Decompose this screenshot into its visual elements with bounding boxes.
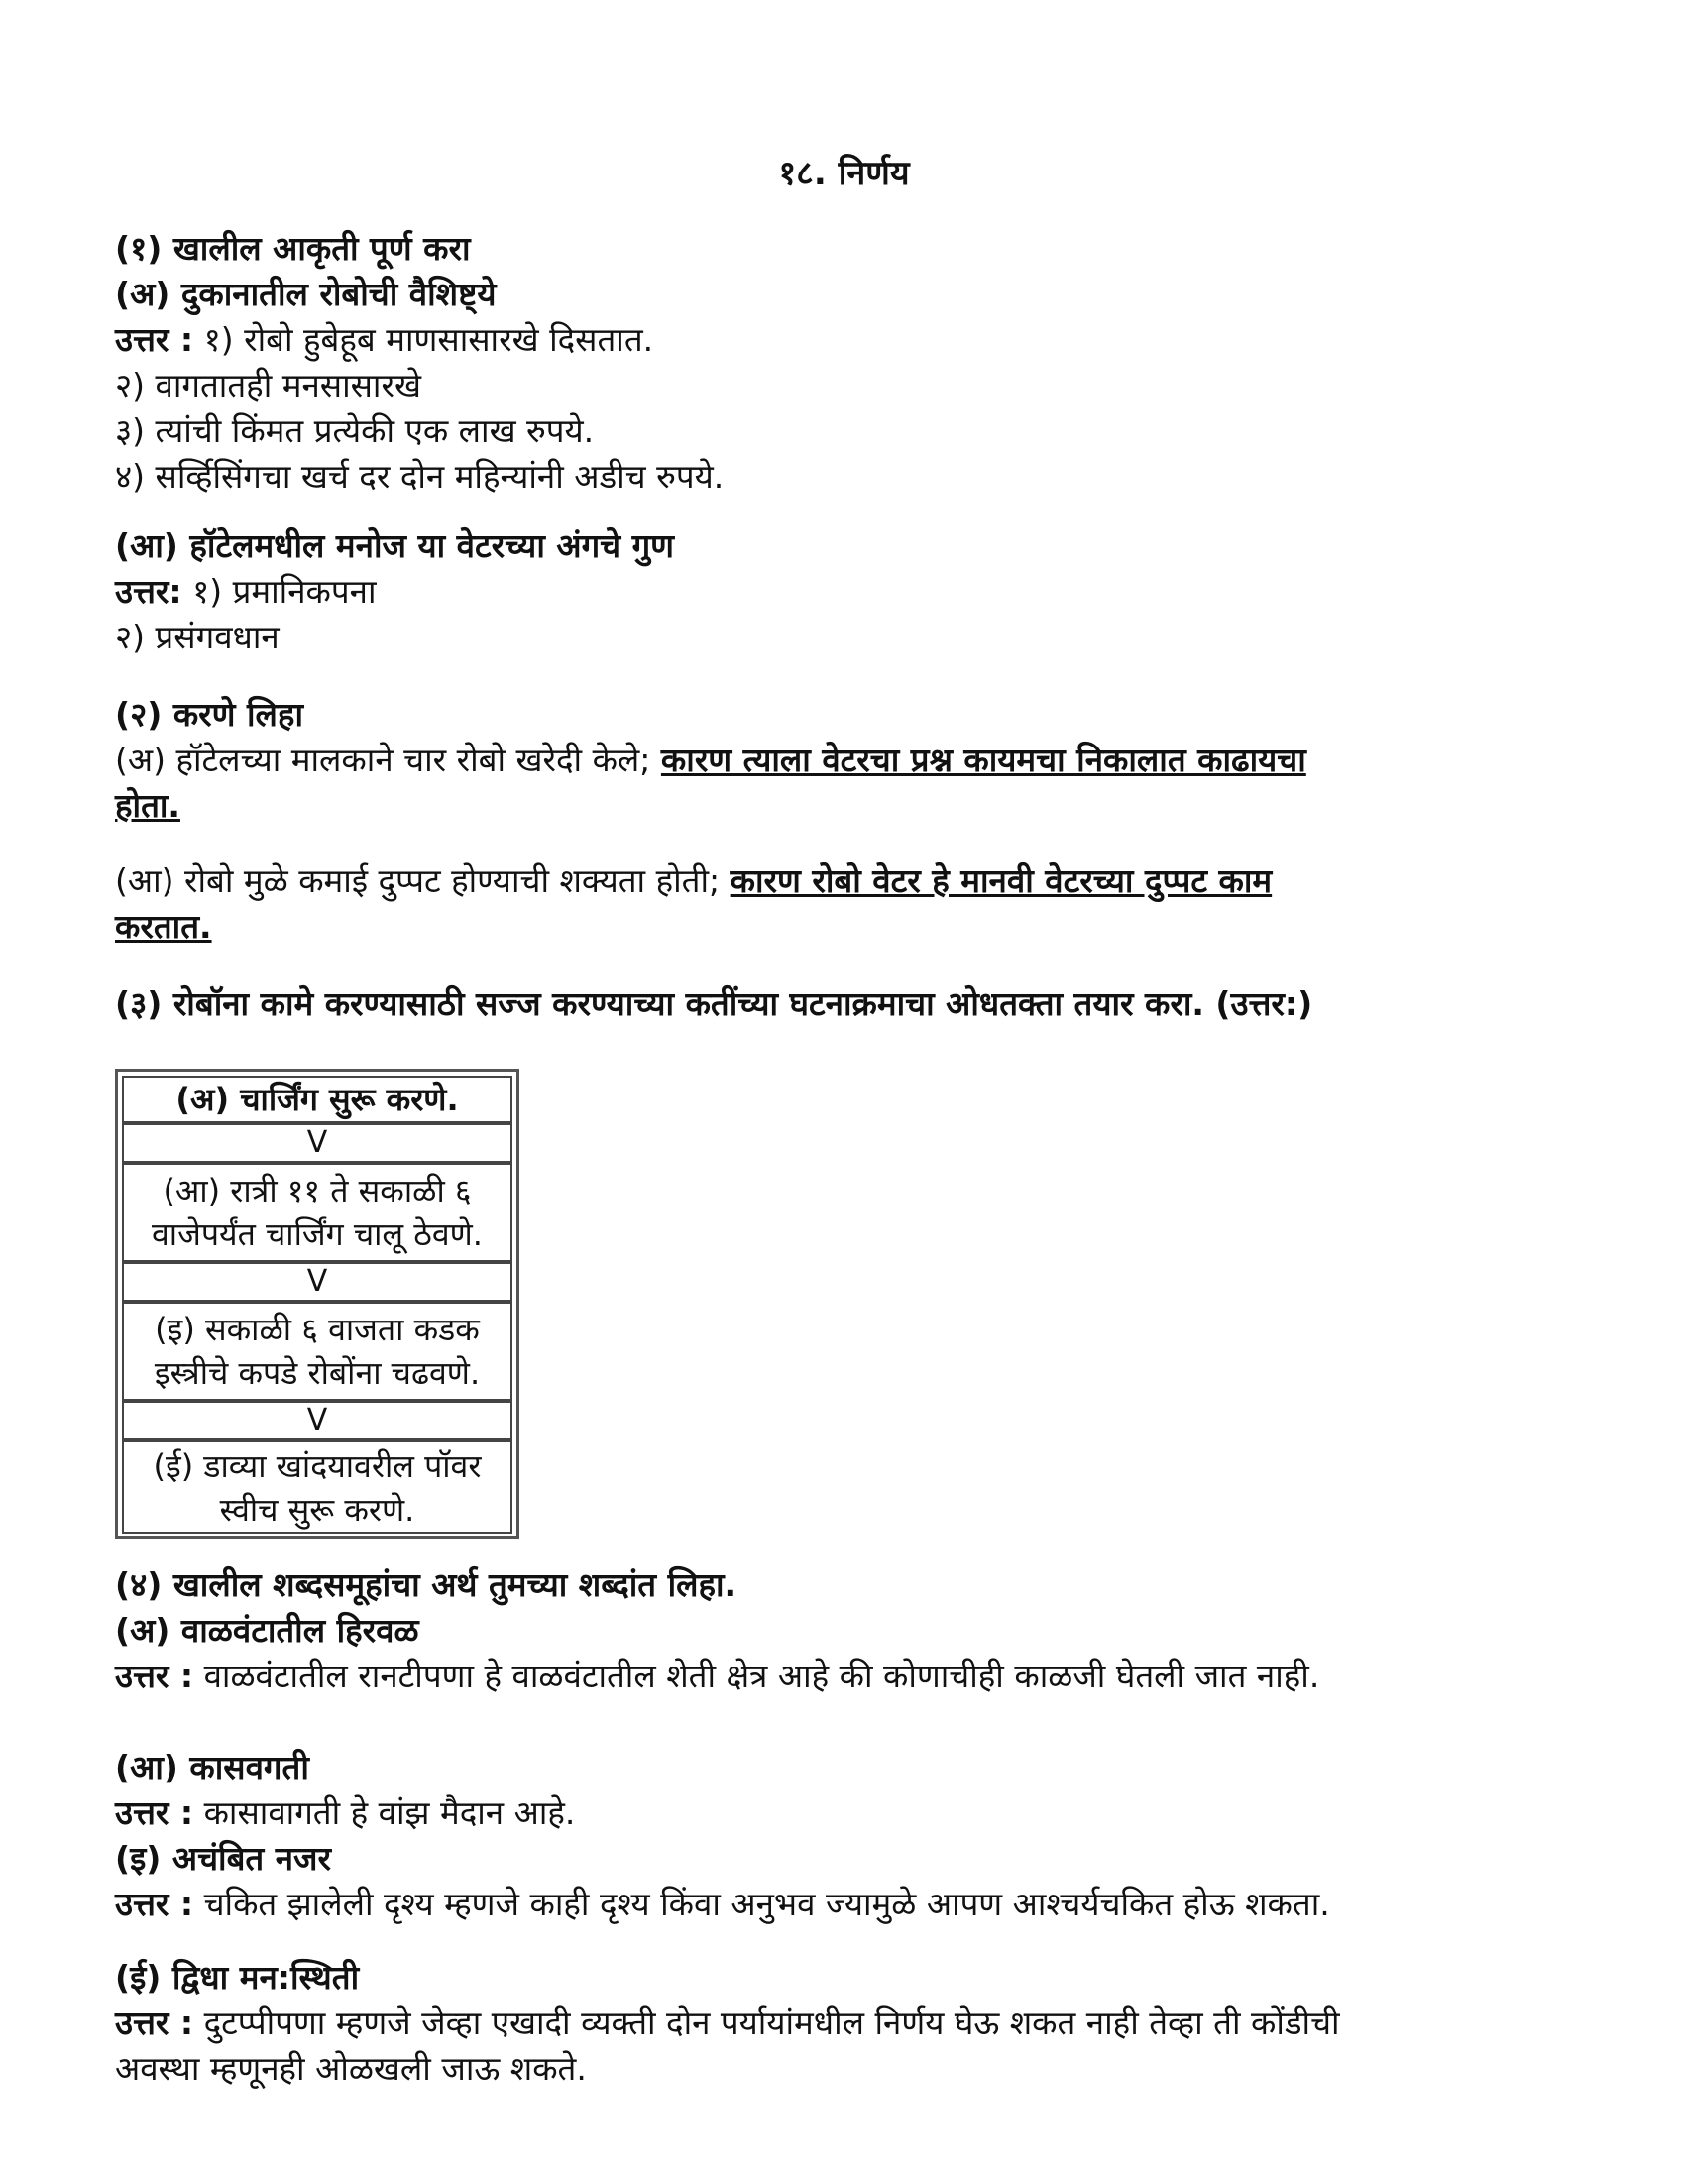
flow-step-1: (अ) चार्जिंग सुरू करणे. bbox=[122, 1076, 512, 1123]
flow-step-3: (इ) सकाळी ६ वाजता कडक इस्त्रीचे कपडे रोबोंना चढवणे. bbox=[122, 1302, 512, 1401]
q4-answer-text: चकित झालेली दृश्य म्हणजे काही दृश्य किंवा अनुभव ज्यामुळे आपण आश्चर्यचकित होऊ शकता. bbox=[203, 1885, 1330, 1923]
q2-aa-text: (आ) रोबो मुळे कमाई दुप्पट होण्याची शक्यता होती; bbox=[115, 862, 721, 900]
question-4-ii bbox=[115, 1955, 1572, 2092]
q4-item-heading: (ई) द्विधा मन:स्थिती bbox=[115, 1958, 360, 1997]
q2-a-cont bbox=[115, 783, 1572, 829]
q2-aa-reason: कारण रोबो वेटर हे मानवी वेटरच्या दुप्पट काम bbox=[730, 862, 1273, 900]
q1-aa-item bbox=[115, 569, 1572, 615]
q1-aa-item: २) प्रसंगवधान bbox=[115, 618, 280, 656]
q2-aa-reason-cont: करतात. bbox=[115, 907, 212, 946]
q3-heading: (३) रोबॉना कामे करण्यासाठी सज्ज करण्याच्या कतींच्या घटनाक्रमाचा ओधतक्ता तयार करा. (उत्तर:) bbox=[115, 984, 1313, 1023]
q1-heading: (१) खालील आकृती पूर्ण करा bbox=[115, 229, 471, 268]
answer-label: उत्तर : bbox=[115, 1657, 194, 1695]
q1-aa-heading: (आ) हॉटेलमधील मनोज या वेटरच्या अंगचे गुण bbox=[115, 526, 675, 565]
q1-a-item bbox=[115, 317, 1572, 363]
flow-arrow: V bbox=[122, 1401, 512, 1440]
q2-a-reason: कारण त्याला वेटरचा प्रश्न कायमचा निकालात काढायचा bbox=[660, 741, 1306, 779]
flow-step-4: (ई) डाव्या खांदयावरील पॉवर स्वीच सुरू करणे. bbox=[122, 1440, 512, 1534]
question-2 bbox=[115, 692, 1572, 829]
q4-item-answer bbox=[115, 1790, 1572, 1836]
q4-answer-text: दुटप्पीपणा म्हणजे जेव्हा एखादी व्यक्ती दोन पर्यायांमधील निर्णय घेऊ शकत नाही तेव्हा ती कोंडीची bbox=[203, 2004, 1340, 2042]
question-3 bbox=[115, 981, 1572, 1027]
answer-label: उत्तर : bbox=[115, 320, 194, 359]
answer-label: उत्तर: bbox=[115, 572, 182, 611]
flow-step-2: (आ) रात्री ११ ते सकाळी ६ वाजेपर्यंत चार्जिंग चालू ठेवणे. bbox=[122, 1163, 512, 1262]
q2-heading: (२) करणे लिहा bbox=[115, 695, 303, 734]
q4-heading: (४) खालील शब्दसमूहांचा अर्थ तुमच्या शब्दांत लिहा. bbox=[115, 1565, 737, 1604]
q4-item-heading: (आ) कासवगती bbox=[115, 1748, 309, 1786]
q4-item-heading: (इ) अचंबित नजर bbox=[115, 1839, 332, 1878]
flow-arrow: V bbox=[122, 1123, 512, 1163]
q2-a-text: (अ) हॉटेलच्या मालकाने चार रोबो खरेदी केले; bbox=[115, 741, 651, 779]
question-1 bbox=[115, 226, 1572, 500]
question-4 bbox=[115, 1562, 1572, 1699]
q4-item-heading: (अ) वाळवंटातील हिरवळ bbox=[115, 1611, 419, 1650]
q1-a-item: २) वागतातही मनसासारखे bbox=[115, 366, 421, 404]
q4-item-answer bbox=[115, 2001, 1572, 2046]
answer-label: उत्तर : bbox=[115, 1885, 194, 1923]
question-4-aa bbox=[115, 1745, 1572, 1927]
q2-a bbox=[115, 738, 1572, 783]
q1-aa-item-text: १) प्रमानिकपना bbox=[192, 572, 377, 611]
q1-a-item-text: १) रोबो हुबेहूब माणसासारखे दिसतात. bbox=[203, 320, 654, 359]
flowchart bbox=[115, 1069, 519, 1539]
answer-label: उत्तर : bbox=[115, 1793, 194, 1832]
q1-a-item: ४) सर्व्हिसिंगचा खर्च दर दोन महिन्यांनी अडीच रुपये. bbox=[115, 457, 725, 496]
q2-aa-cont bbox=[115, 904, 1572, 950]
flow-arrow: V bbox=[122, 1262, 512, 1302]
question-1-aa bbox=[115, 523, 1572, 660]
q4-item-answer bbox=[115, 1654, 1572, 1699]
question-2-aa bbox=[115, 859, 1572, 950]
q2-a-reason-cont: होता. bbox=[115, 786, 180, 825]
q4-answer-text: वाळवंटातील रानटीपणा हे वाळवंटातील शेती क्षेत्र आहे की कोणाचीही काळजी घेतली जात नाही. bbox=[203, 1657, 1320, 1695]
q4-item-answer-cont: अवस्था म्हणूनही ओळखली जाऊ शकते. bbox=[115, 2049, 587, 2088]
q2-aa bbox=[115, 859, 1572, 904]
q4-answer-text: कासावागती हे वांझ मैदान आहे. bbox=[203, 1793, 576, 1832]
q4-item-answer bbox=[115, 1882, 1572, 1927]
page-title: १८. निर्णय bbox=[778, 154, 910, 193]
q1-a-heading: (अ) दुकानातील रोबोची वैशिष्ट्ये bbox=[115, 275, 497, 313]
answer-label: उत्तर : bbox=[115, 2004, 194, 2042]
q1-a-item: ३) त्यांची किंमत प्रत्येकी एक लाख रुपये. bbox=[115, 411, 595, 450]
